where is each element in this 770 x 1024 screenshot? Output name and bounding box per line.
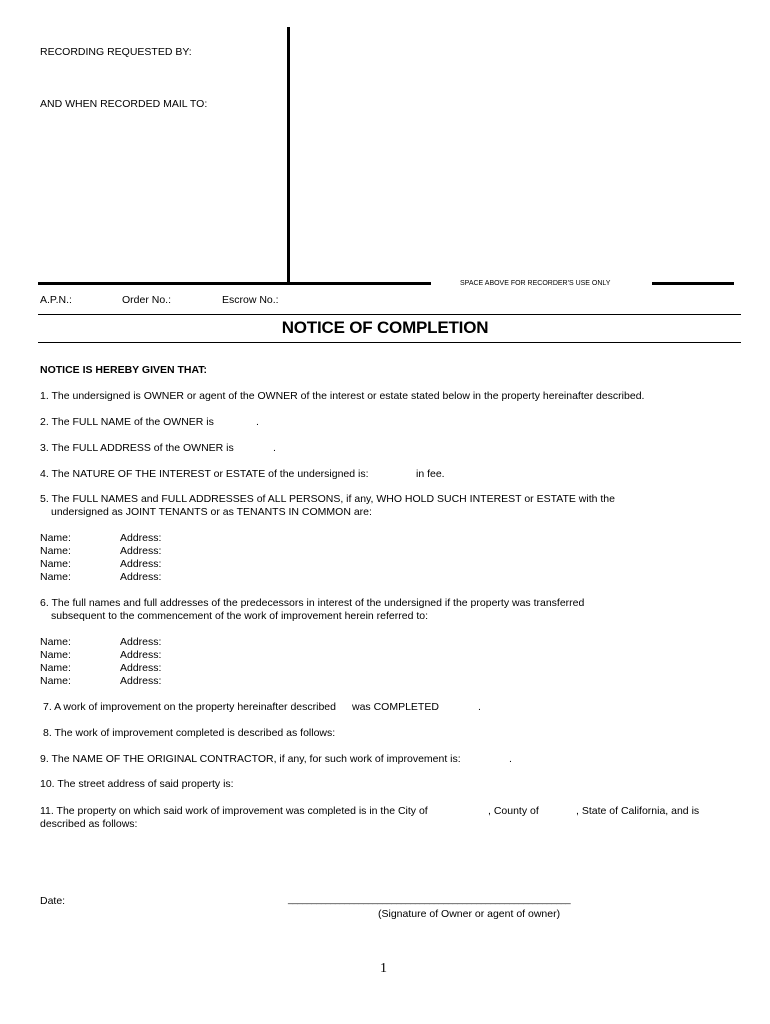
item-6-line-2: subsequent to the commencement of the work of improvement herein referred to: [51,610,429,622]
mail-to-label: AND WHEN RECORDED MAIL TO: [40,98,208,110]
document-title: NOTICE OF COMPLETION [281,318,489,337]
item-11-city-label: 11. The property on which said work of improvement was completed is in the City of [40,805,428,817]
item-4-interest-label: 4. The NATURE OF THE INTEREST or ESTATE of the undersigned is: [40,468,369,480]
predecessor-address-label: Address: [120,675,162,687]
order-number-label: Order No.: [122,294,172,306]
item-2-period: . [256,416,259,428]
item-7-completed: was COMPLETED [352,701,439,713]
header-bottom-rule-right [652,282,734,285]
item-11-line-2: described as follows: [40,818,138,830]
tenant-name-label: Name: [40,558,71,570]
item-7-period: . [478,701,481,713]
item-6-line-1: 6. The full names and full addresses of the predecessors in interest of the undersigned if the property was transferred [40,597,585,609]
predecessor-address-label: Address: [120,662,162,674]
apn-label: A.P.N.: [40,294,72,306]
tenant-address-label: Address: [120,558,162,570]
notice-intro: NOTICE IS HEREBY GIVEN THAT: [40,364,208,376]
signature-line: ____________________________________________________________ [288,894,571,904]
recorder-use-note: SPACE ABOVE FOR RECORDER'S USE ONLY [460,280,611,287]
title-bottom-rule [38,342,741,343]
item-9-contractor-label: 9. The NAME OF THE ORIGINAL CONTRACTOR, if any, for such work of improvement is: [40,753,461,765]
item-9-period: . [509,753,512,765]
item-10: 10. The street address of said property is: [40,778,234,790]
predecessor-address-label: Address: [120,649,162,661]
item-3-period: . [273,442,276,454]
item-3-owner-address-label: 3. The FULL ADDRESS of the OWNER is [40,442,234,454]
item-2-owner-name-label: 2. The FULL NAME of the OWNER is [40,416,214,428]
tenant-address-label: Address: [120,571,162,583]
predecessor-name-label: Name: [40,649,71,661]
item-4-in-fee: in fee. [416,468,445,480]
tenant-address-label: Address: [120,545,162,557]
date-label: Date: [40,895,66,907]
item-11-county-label: , County of [488,805,539,817]
item-1: 1. The undersigned is OWNER or agent of the OWNER of the interest or estate stated below in the property hereinafter described. [40,390,645,402]
item-5-line-2: undersigned as JOINT TENANTS or as TENANTS IN COMMON are: [51,506,372,518]
predecessor-name-label: Name: [40,662,71,674]
tenant-name-label: Name: [40,532,71,544]
item-5-line-1: 5. The FULL NAMES and FULL ADDRESSES of ALL PERSONS, if any, WHO HOLD SUCH INTEREST or ESTATE with the [40,493,615,505]
escrow-number-label: Escrow No.: [222,294,279,306]
signature-caption: (Signature of Owner or agent of owner) [378,908,561,920]
header-vertical-divider [287,27,290,284]
recording-requested-by-label: RECORDING REQUESTED BY: [40,46,192,58]
item-8: 8. The work of improvement completed is described as follows: [43,727,336,739]
predecessor-name-label: Name: [40,675,71,687]
header-bottom-rule-left [38,282,431,285]
item-7-label: 7. A work of improvement on the property hereinafter described [43,701,336,713]
page-number: 1 [380,961,387,976]
tenant-name-label: Name: [40,545,71,557]
predecessor-name-label: Name: [40,636,71,648]
tenant-address-label: Address: [120,532,162,544]
item-11-state-label: , State of California, and is [576,805,700,817]
predecessor-address-label: Address: [120,636,162,648]
tenant-name-label: Name: [40,571,71,583]
title-top-rule [38,314,741,315]
